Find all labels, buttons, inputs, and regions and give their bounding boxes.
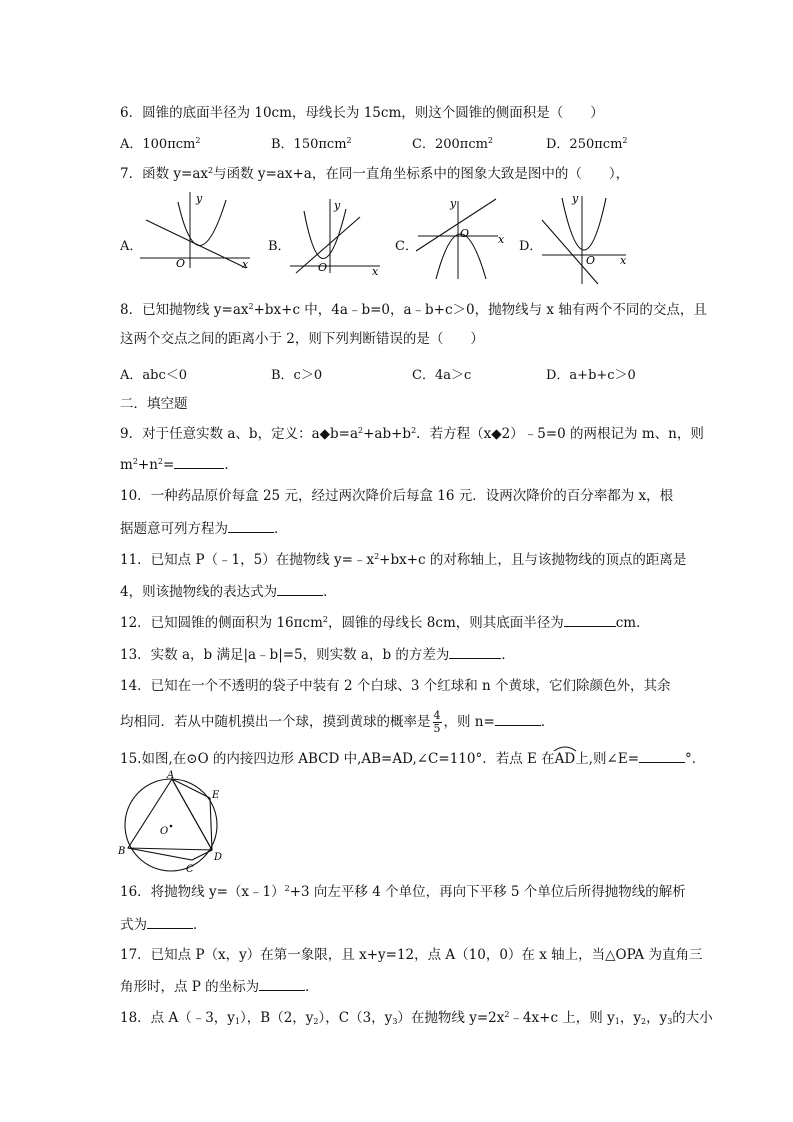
q14-answer-blank[interactable] [495, 712, 541, 726]
q7-b-y-label: y [334, 199, 341, 212]
q7-c-y-label: y [450, 197, 457, 210]
q7-c-x-label: x [498, 233, 505, 246]
q12-answer-blank[interactable] [564, 613, 616, 627]
q8-option-d: D．a+b+c＞0 [546, 368, 636, 383]
q6-option-b: B．150πcm$^2$ [271, 136, 352, 152]
q6-option-c: C．200πcm$^2$ [412, 136, 494, 152]
q16-answer-blank[interactable] [147, 915, 193, 929]
q15-point-c: C [186, 864, 194, 874]
q7-label-d: D． [519, 239, 543, 254]
q17-line2: 角形时，点 P 的坐标为 ． [120, 979, 319, 995]
q10-answer-blank[interactable] [228, 519, 274, 533]
q9-line2: $m^2+n^2=$ ． [120, 457, 238, 473]
q15-point-o: O [160, 826, 169, 837]
q15-arc-ad: AD [555, 750, 576, 768]
q9-answer-blank[interactable] [174, 455, 224, 469]
q7-label-a: A． [120, 239, 143, 254]
arc-icon [553, 745, 577, 752]
q14-fraction: $\frac{4}{5}$ [433, 709, 441, 735]
q7-b-x-label: x [372, 265, 379, 275]
q15-line: 15.如图,在⊙O 的内接四边形 ABCD 中,AB=AD,∠C=110°．若点 E 在 AD上,则∠E= °． [120, 749, 705, 768]
q7-d-x-label: x [620, 254, 627, 267]
q10-line2: 据题意可列方程为 ． [120, 521, 288, 537]
q7-graph-b [288, 195, 388, 275]
q15-answer-blank[interactable] [639, 749, 685, 763]
q14-line2: 均相同．若从中随机摸出一个球，摸到黄球的概率是 $\frac{4}{5}$ ，则 n= ． [120, 709, 555, 735]
q7-d-origin: O [586, 254, 596, 267]
q13-answer-blank[interactable] [449, 645, 501, 659]
q6-option-a: A．100πcm$^2$ [120, 136, 201, 152]
section-title-fill-in: 二．填空题 [120, 396, 188, 412]
q11-answer-blank[interactable] [277, 582, 323, 596]
q7-a-x-label: x [242, 258, 249, 270]
q7-c-origin: O [460, 227, 470, 240]
q17-answer-blank[interactable] [259, 977, 305, 991]
q7-label-c: C． [395, 239, 418, 254]
q11-line2: 4，则该抛物线的表达式为 ． [120, 584, 337, 600]
q7-graph-a [138, 188, 254, 270]
q8-option-c: C．4a＞c [412, 368, 472, 383]
q10-line1: 10．一种药品原价每盒 25 元，经过两次降价后每盒 16 元．设两次降价的百分率都为 x，根 [120, 488, 674, 504]
q15-point-b: B [118, 846, 126, 857]
q12-line: 12．已知圆锥的侧面积为 16πcm$^2$，圆锥的母线长 8cm，则其底面半径为 cm． [120, 615, 650, 631]
q16-line1: 16．将抛物线 y=（x﹣1）$^2$+3 向左平移 4 个单位，再向下平移 5 个单位后所得抛物线的解析 [120, 884, 686, 900]
q18-line1: 18．点 A（﹣3，$y_1$），B（2，$y_2$），C（3，$y_3$）在抛物线 $y=2x^2﹣4x+c$ 上，则 $y_1$，$y_2$，$y_3$的大小 [120, 1010, 713, 1026]
q15-point-e: E [212, 790, 220, 801]
q8-option-b: B．c＞0 [271, 368, 323, 383]
q7-graph-c [414, 195, 510, 281]
q7-a-origin: O [176, 257, 186, 270]
q6-option-d: D．250πcm$^2$ [546, 136, 628, 152]
q11-line1: 11．已知点 P（﹣1，5）在抛物线 $y=﹣x^2+bx+c$ 的对称轴上，且与该抛物线的顶点的距离是 [120, 552, 687, 568]
q14-line1: 14．已知在一个不透明的袋子中装有 2 个白球、3 个红球和 n 个黄球，它们除颜色外，其余 [120, 678, 671, 694]
q8-stem-line2: 这两个交点之间的距离小于 2，则下列判断错误的是（ ） [120, 331, 484, 347]
q15-point-a: A [167, 770, 175, 781]
q7-graph-d [538, 190, 634, 286]
q17-line1: 17．已知点 P（x，y）在第一象限，且 x+y=12，点 A（10，0）在 x 轴上，当△OPA 为直角三 [120, 947, 703, 963]
q7-d-y-label: y [572, 192, 579, 205]
q15-point-d: D [214, 852, 223, 863]
q7-label-b: B． [268, 239, 291, 254]
q7-a-y-label: y [196, 192, 203, 205]
q15-figure [116, 770, 228, 874]
q13-line: 13．实数 a，b 满足|a﹣b|=5，则实数 a，b 的方差为 ． [120, 647, 515, 663]
q7-b-origin: O [318, 261, 328, 274]
q6-stem: 6．圆锥的底面半径为 10cm，母线长为 15cm，则这个圆锥的侧面积是（ ） [120, 105, 604, 121]
q9-line1: 9．对于任意实数 a、b，定义：$a◆b=a^2+ab+b^2$．若方程（x◆2）﹣5=0 的两根记为 m、n，则 [120, 426, 704, 442]
q8-stem-line1: 8．已知抛物线 $y=ax^2+bx+c$ 中，4a﹣b=0，a﹣b+c＞0，抛物线与 x 轴有两个不同的交点，且 [120, 302, 707, 318]
q7-stem: 7．函数 $y=ax^2$与函数 y=ax+a，在同一直角坐标系中的图象大致是图中的（ ）， [120, 166, 630, 182]
q16-line2: 式为 ． [120, 917, 207, 933]
q8-option-a: A．abc＜0 [120, 368, 188, 383]
